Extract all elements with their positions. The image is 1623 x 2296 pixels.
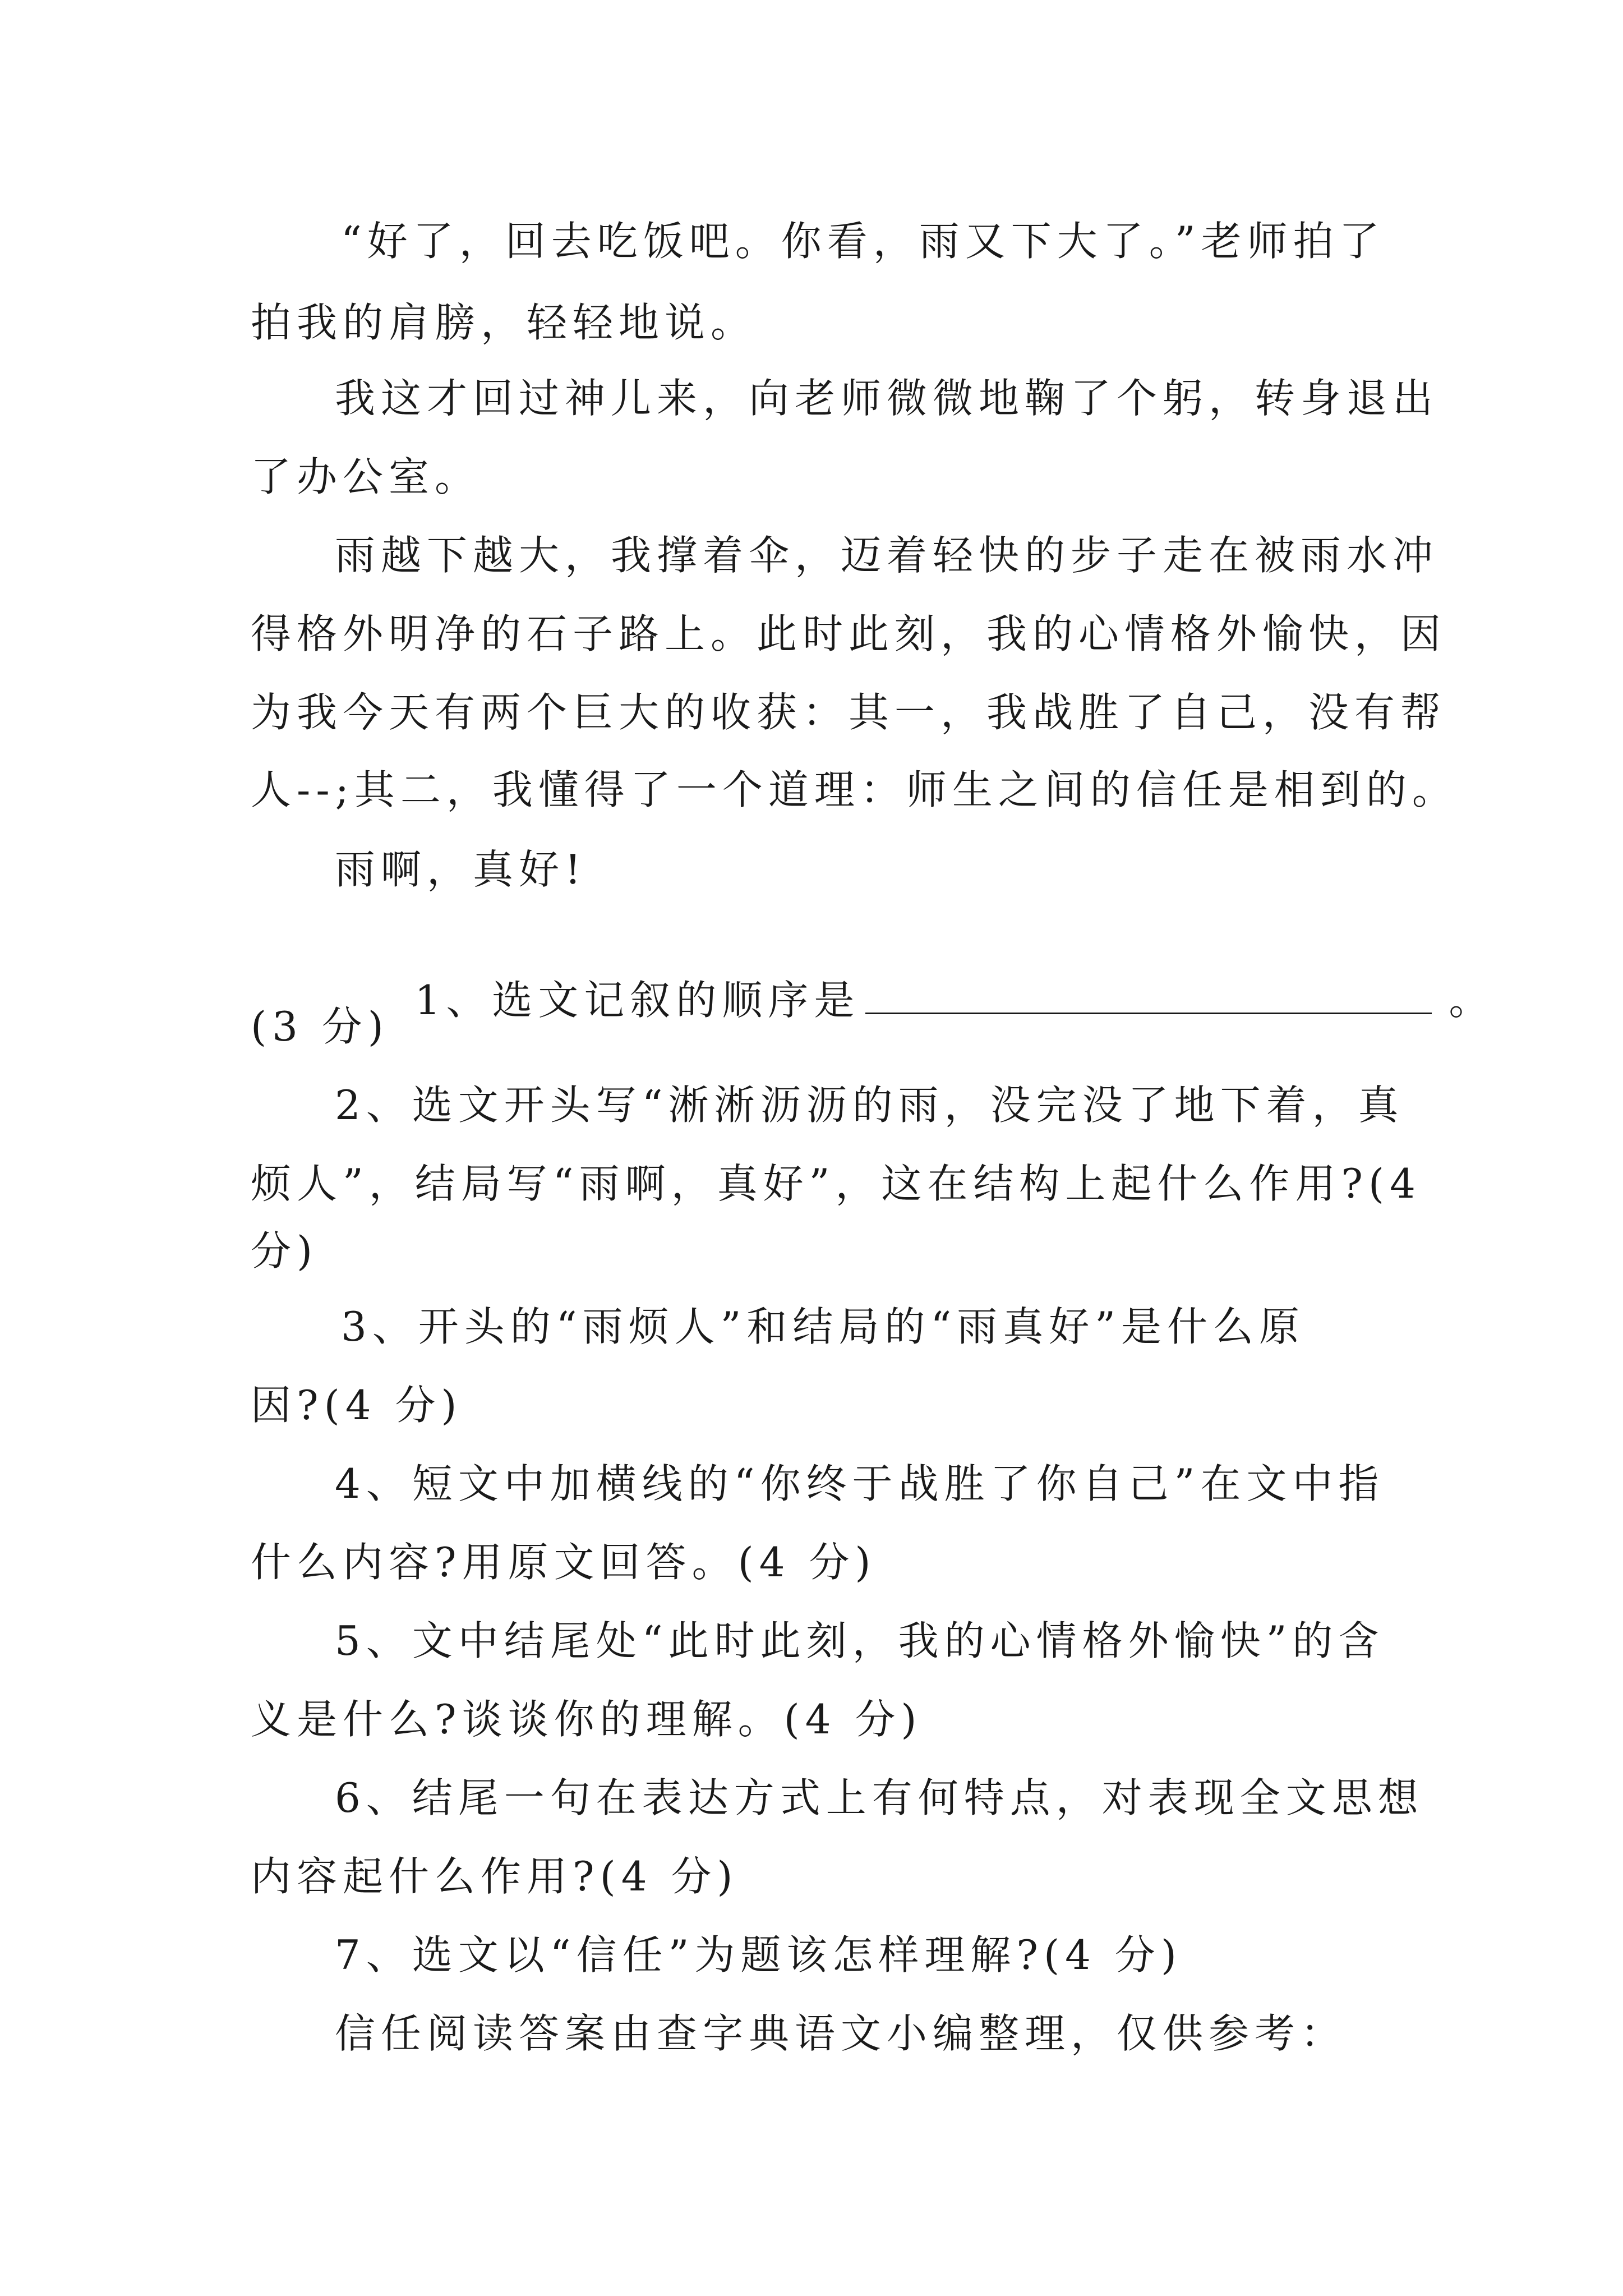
paragraph-line: 我这才回过神儿来，向老师微微地鞠了个躬，转身退出 [335, 375, 1439, 422]
paragraph-line: 了办公室。 [251, 453, 481, 500]
question-3-line: 因?(4 分) [251, 1382, 463, 1429]
paragraph-line: 雨啊，真好! [335, 846, 587, 893]
question-2-line: 分) [251, 1227, 319, 1274]
footer-note: 信任阅读答案由查字典语文小编整理，仅供参考： [335, 2010, 1347, 2057]
paragraph-line: 人--;其二，我懂得了一个道理：师生之间的信任是相到的。 [251, 766, 1458, 813]
question-6-line: 6、结尾一句在表达方式上有何特点，对表现全文思想 [335, 1774, 1424, 1821]
question-4-line: 什么内容?用原文回答。(4 分) [251, 1539, 877, 1586]
question-6-line: 内容起什么作用?(4 分) [251, 1853, 739, 1900]
question-1-score: (3 分) [251, 1003, 389, 1050]
paragraph-line: 为我今天有两个巨大的收获：其一，我战胜了自己，没有帮 [251, 689, 1447, 736]
question-7: 7、选文以“信任”为题该怎样理解?(4 分) [335, 1931, 1182, 1978]
question-5-line: 5、文中结尾处“此时此刻，我的心情格外愉快”的含 [335, 1617, 1385, 1664]
question-5-line: 义是什么?谈谈你的理解。(4 分) [251, 1696, 923, 1743]
answer-blank[interactable] [865, 973, 1432, 1014]
question-1 [341, 923, 1495, 1076]
question-2-line: 烦人”，结局写“雨啊，真好”，这在结构上起什么作用?(4 [251, 1160, 1421, 1207]
question-3-line: 3、开头的“雨烦人”和结局的“雨真好”是什么原 [341, 1303, 1306, 1350]
paragraph-line: “好了，回去吃饭吧。你看，雨又下大了。”老师拍了 [341, 218, 1385, 265]
paragraph-line: 雨越下越大，我撑着伞，迈着轻快的步子走在被雨水冲 [335, 532, 1439, 579]
question-4-line: 4、短文中加横线的“你终于战胜了你自己”在文中指 [335, 1460, 1385, 1507]
paragraph-line: 拍我的肩膀，轻轻地说。 [251, 299, 757, 346]
paragraph-line: 得格外明净的石子路上。此时此刻，我的心情格外愉快，因 [251, 610, 1447, 657]
question-2-line: 2、选文开头写“淅淅沥沥的雨，没完没了地下着，真 [335, 1082, 1404, 1129]
question-1-text: 1、选文记叙的顺序是 [414, 977, 860, 1024]
question-1-end: 。 [1449, 977, 1495, 1024]
